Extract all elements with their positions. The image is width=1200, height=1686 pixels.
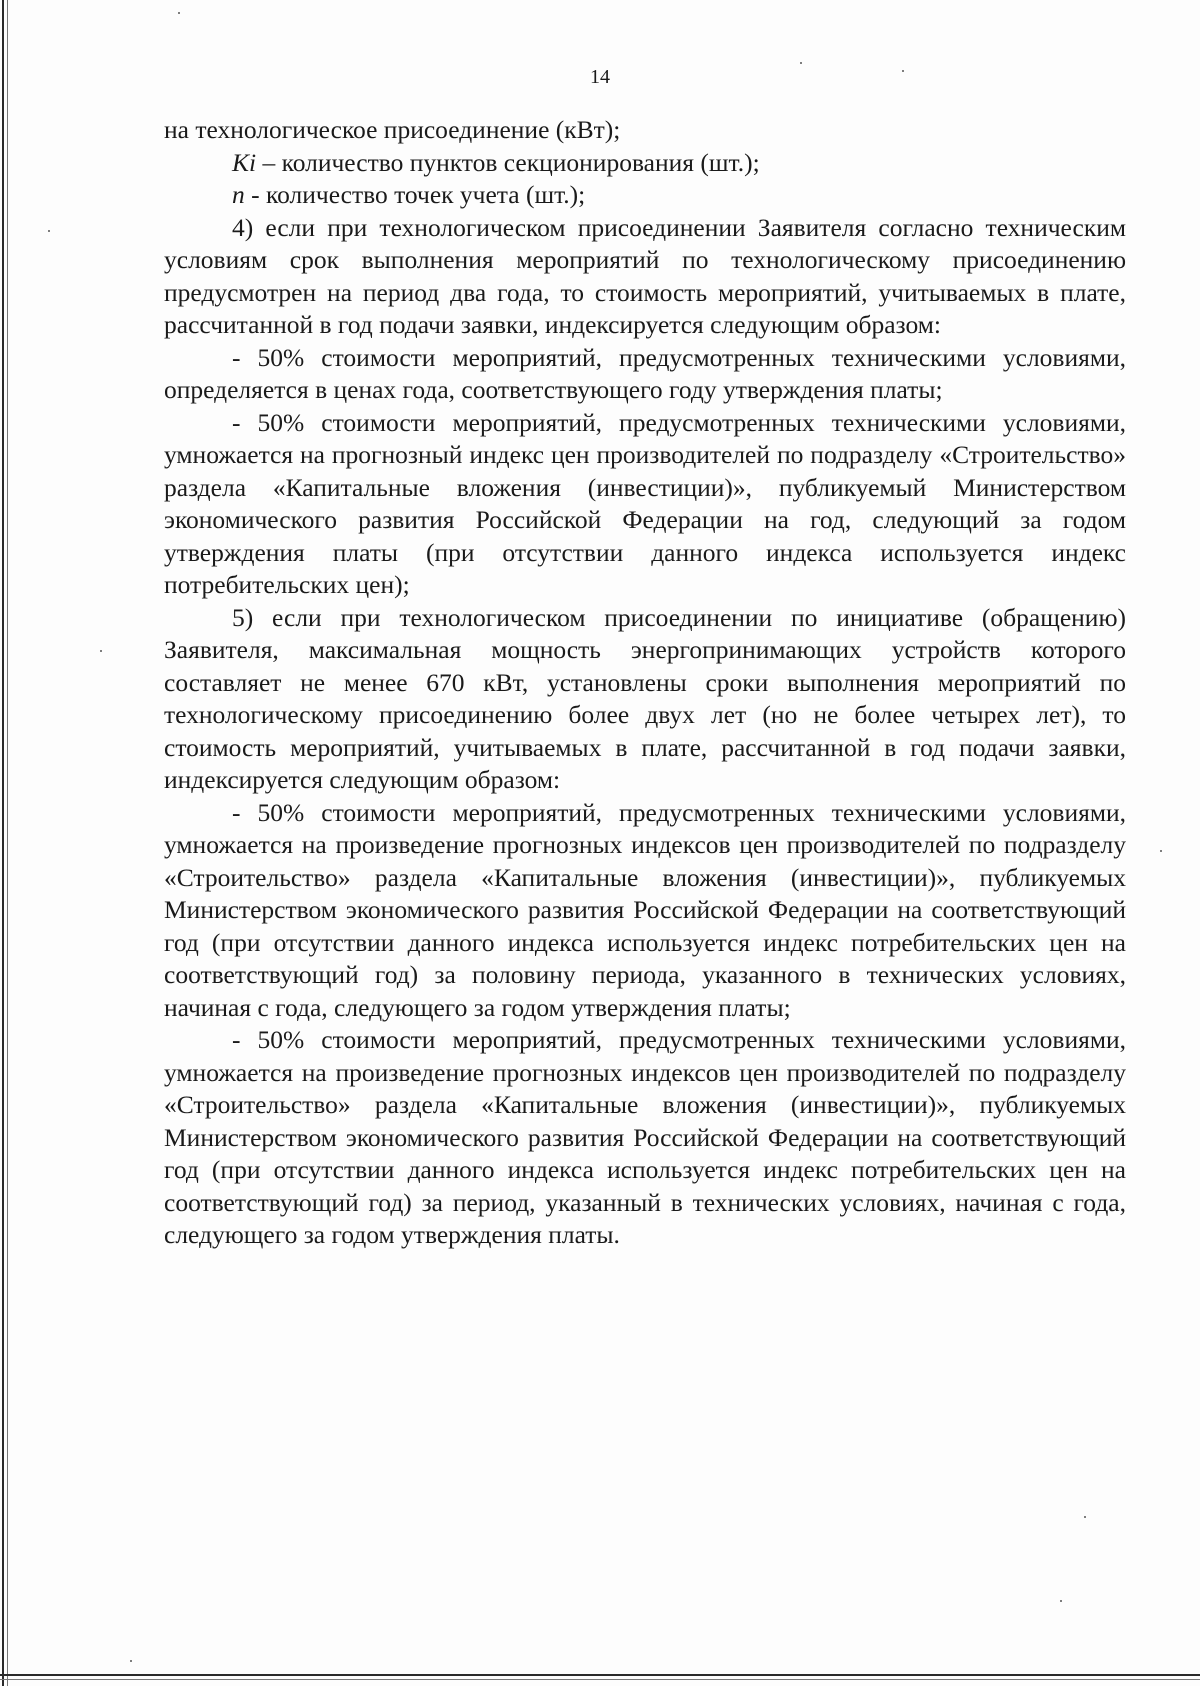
paragraph-definition-ki — [164, 147, 1126, 180]
variable-ki: Ki — [232, 147, 257, 177]
paragraph-item-5-bullet-2: - 50% стоимости мероприятий, предусмотренных техническими условиями, умножается на произведение прогнозных индексов цен производителей по подразделу «Строительство» раздела «Капитальные вложения (инвестиции)», публикуемых Министерством экономического развития Российской Федерации на соответствующий год (при отсутствии данного индекса используется индекс потребительских цен на соответствующий год) за период, указанный в технических условиях, начиная с года, следующего за годом утверждения платы. — [164, 1025, 1126, 1249]
paragraph-definition-n — [164, 179, 1126, 212]
scan-border-bottom — [0, 1674, 1200, 1676]
variable-n: n — [232, 180, 245, 209]
paragraph-item-4: 4) если при технологическом присоединении Заявителя согласно техническим условиям срок выполнения мероприятий по технологическому присоединению предусмотрен на период два года, то стоимость мероприятий, учитываемых в плате, рассчитанной в год подачи заявки, индексируется следующим образом: — [164, 212, 1126, 339]
scan-speck — [1160, 850, 1162, 852]
definition-n-text: - количество точек учета (шт.); — [244, 180, 586, 209]
scan-speck — [130, 1660, 132, 1662]
scan-speck — [1060, 1600, 1062, 1602]
page-number: 14 — [590, 66, 610, 88]
scan-speck — [178, 12, 180, 14]
scan-speck — [48, 230, 50, 232]
paragraph-continuation: на технологическое присоединение (кВт); — [164, 115, 621, 144]
paragraph-item-5-bullet-1: - 50% стоимости мероприятий, предусмотренных техническими условиями, умножается на произведение прогнозных индексов цен производителей по подразделу «Строительство» раздела «Капитальные вложения (инвестиции)», публикуемых Министерством экономического развития Российской Федерации на соответствующий год (при отсутствии данного индекса используется индекс потребительских цен на соответствующий год) за половину периода, указанного в технических условиях, начиная с года, следующего за годом утверждения платы; — [164, 797, 1126, 1022]
document-body — [164, 114, 1126, 1252]
scan-border-bottom-inner — [0, 1679, 1200, 1680]
paragraph-item-4-bullet-2: - 50% стоимости мероприятий, предусмотренных техническими условиями, умножается на прогнозный индекс цен производителей по подразделу «Строительство» раздела «Капитальные вложения (инвестиции)», публикуемый Министерством экономического развития Российской Федерации на год, следующий за годом утверждения платы (при отсутствии данного индекса используется индекс потребительских цен); — [164, 407, 1126, 599]
definition-ki-text: – количество пунктов секционирования (шт.); — [256, 147, 760, 177]
scan-speck — [1084, 1516, 1086, 1518]
scan-speck — [800, 62, 802, 64]
paragraph-item-4-bullet-1: - 50% стоимости мероприятий, предусмотренных техническими условиями, определяется в ценах года, соответствующего году утверждения платы; — [164, 342, 1126, 404]
scan-speck — [100, 650, 102, 652]
paragraph-item-5: 5) если при технологическом присоединении по инициативе (обращению) Заявителя, максимальная мощность энергопринимающих устройств которого составляет не менее 670 кВт, установлены сроки выполнения мероприятий по технологическому присоединению более двух лет (но не более четырех лет), то стоимость мероприятий, учитываемых в плате, рассчитанной в год подачи заявки, индексируется следующим образом: — [164, 602, 1126, 794]
scan-border-left — [2, 0, 4, 1686]
scan-border-left-inner — [7, 0, 8, 1686]
